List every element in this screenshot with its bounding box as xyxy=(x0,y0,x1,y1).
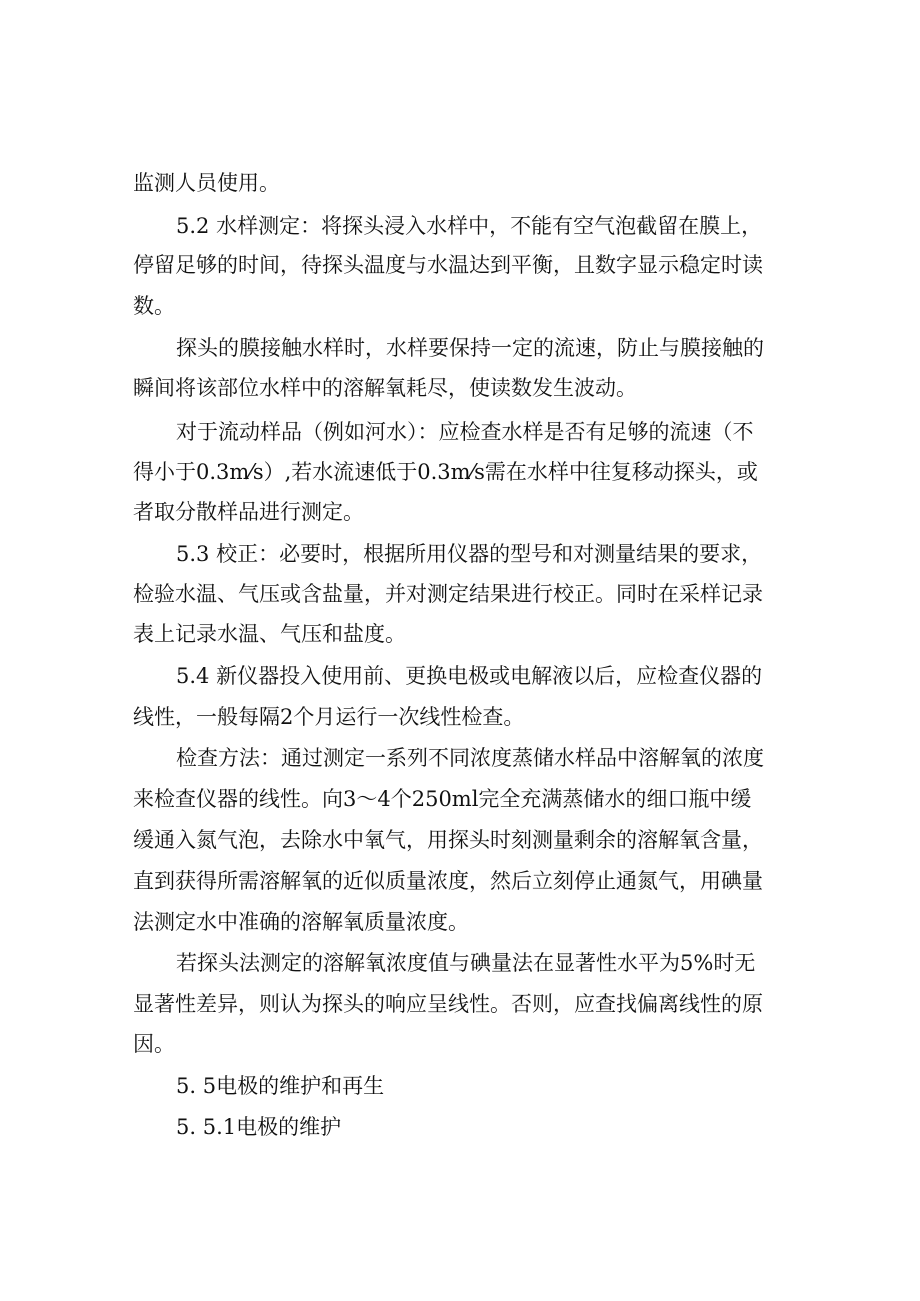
section-5-3-heading-line: 5.3 校正：必要时，根据所用仪器的型号和对测量结果的要求， xyxy=(176,542,763,566)
text-line: 者取分散样品进行测定。 xyxy=(133,500,364,524)
text-line: 线性，一般每隔2个月运行一次线性检查。 xyxy=(133,705,525,729)
text-line: 停留足够的时间，待探头温度与水温达到平衡，且数字显示稳定时读 xyxy=(133,253,763,277)
text-line: 得小于0.3m⁄s）,若水流速低于0.3m⁄s需在水样中往复移动探头，或 xyxy=(133,460,758,484)
text-line: 数。 xyxy=(133,294,175,318)
text-line: 法测定水中准确的溶解氧质量浓度。 xyxy=(133,910,469,934)
text-line: 检查方法：通过测定一系列不同浓度蒸储水样品中溶解氧的浓度 xyxy=(176,746,764,770)
text-line: 监测人员使用。 xyxy=(133,171,280,195)
section-5-5-heading: 5. 5电极的维护和再生 xyxy=(176,1074,385,1098)
text-line: 显著性差异，则认为探头的响应呈线性。否则，应查找偏离线性的原 xyxy=(133,992,763,1016)
section-5-5-1-heading: 5. 5.1电极的维护 xyxy=(176,1115,342,1139)
text-line: 直到获得所需溶解氧的近似质量浓度，然后立刻停止通氮气，用碘量 xyxy=(133,869,763,893)
text-line: 缓通入氮气泡，去除水中氧气，用探头时刻测量剩余的溶解氧含量， xyxy=(133,828,763,852)
section-5-4-heading-line: 5.4 新仪器投入使用前、更换电极或电解液以后，应检查仪器的 xyxy=(176,664,763,688)
section-5-2-heading-line: 5.2 水样测定：将探头浸入水样中，不能有空气泡截留在膜上， xyxy=(176,214,763,238)
text-line: 检验水温、气压或含盐量，并对测定结果进行校正。同时在采样记录 xyxy=(133,582,763,606)
text-line: 瞬间将该部位水样中的溶解氧耗尽，使读数发生波动。 xyxy=(133,376,637,400)
text-line: 表上记录水温、气压和盐度。 xyxy=(133,622,406,646)
text-line: 探头的膜接触水样时，水样要保持一定的流速，防止与膜接触的 xyxy=(176,336,764,360)
text-line: 来检查仪器的线性。向3～4个250ml完全充满蒸储水的细口瓶中缓 xyxy=(133,787,752,811)
text-line: 若探头法测定的溶解氧浓度值与碘量法在显著性水平为5%时无 xyxy=(176,951,756,975)
text-line: 因。 xyxy=(133,1032,175,1056)
text-line: 对于流动样品（例如河水）：应检查水样是否有足够的流速（不 xyxy=(176,420,754,444)
